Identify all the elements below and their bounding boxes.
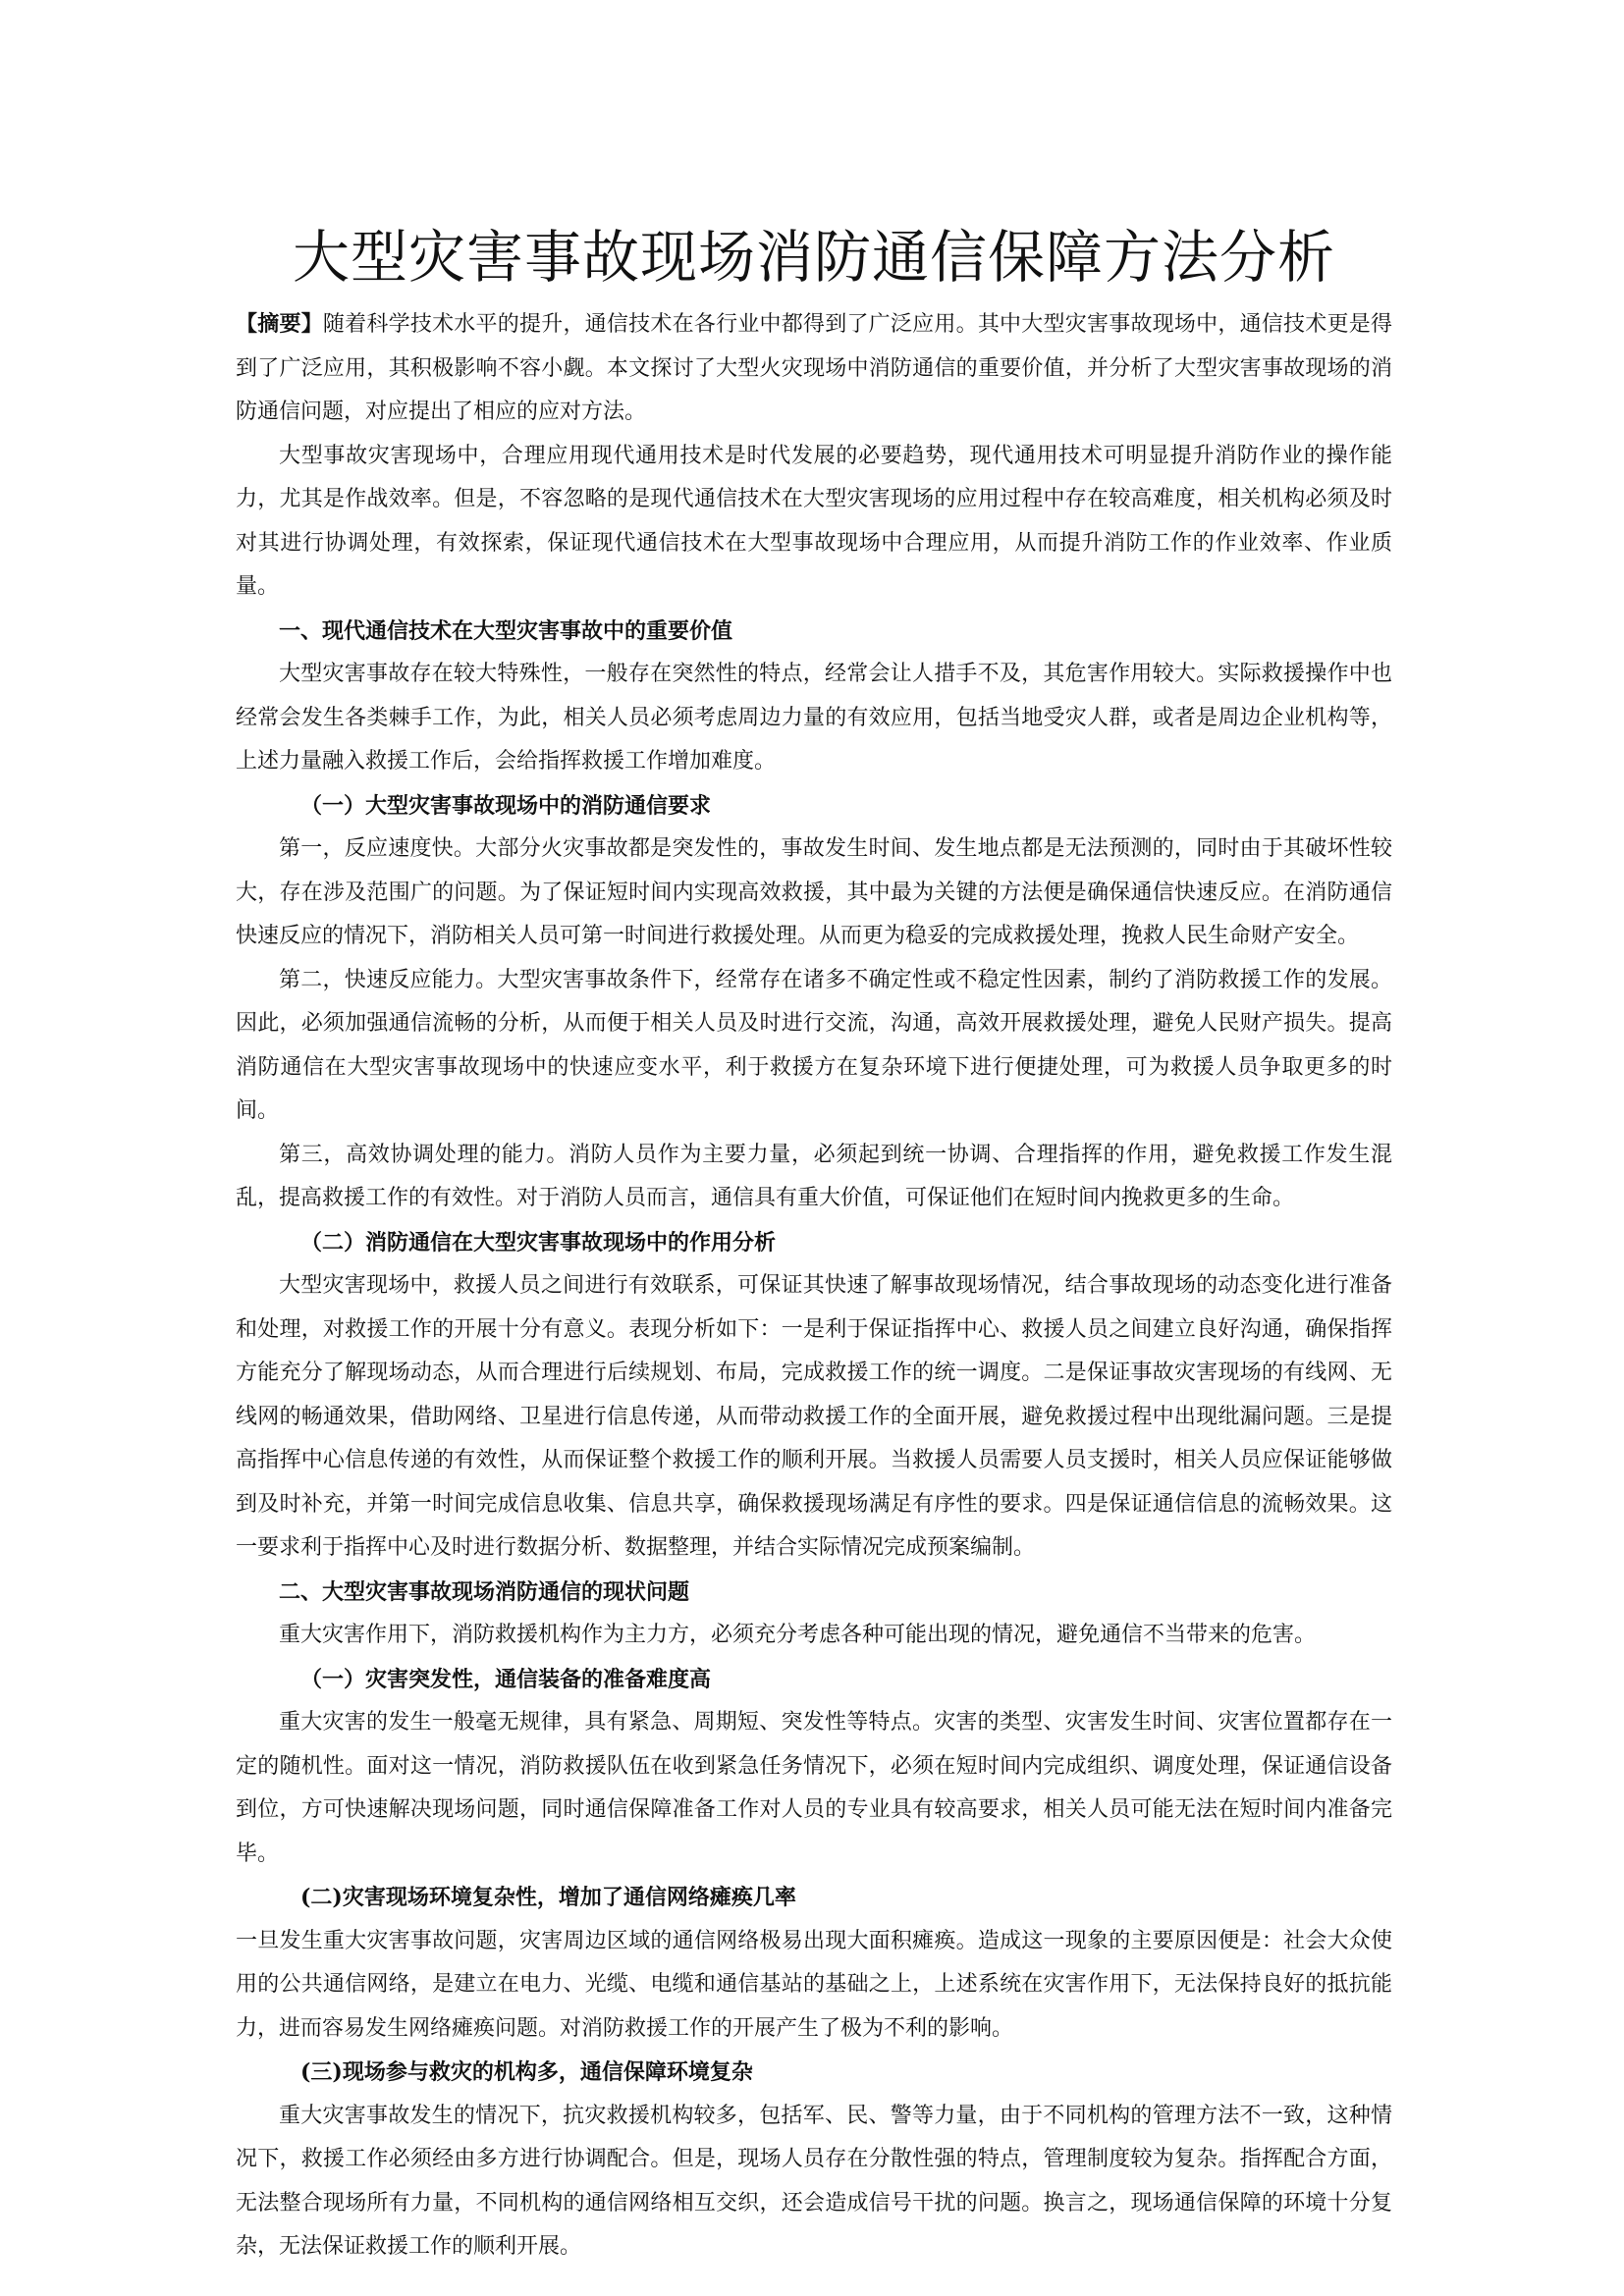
section-heading: 二、大型灾害事故现场消防通信的现状问题 [279, 1578, 690, 1605]
section-paragraph: 重大灾害作用下，消防救援机构作为主力方，必须充分考虑各种可能出现的情况，避免通信不当带来的危害。 [279, 1623, 1317, 1647]
body-paragraph: 一旦发生重大灾害事故问题，灾害周边区域的通信网络极易出现大面积瘫痪。造成这一现象的主要原因便是：社会大众使用的公共通信网络，是建立在电力、光缆、电缆和通信基站的基础之上，上述系统在灾害作用下，无法保持良好的抵抗能力，进而容易发生网络瘫痪问题。对消防救援工作的开展产生了极为不利的影响。 [236, 1928, 1392, 2041]
body-paragraph: 重大灾害的发生一般毫无规律，具有紧急、周期短、突发性等特点。灾害的类型、灾害发生时间、灾害位置都存在一定的随机性。面对这一情况，消防救援队伍在收到紧急任务情况下，必须在短时间内完成组织、调度处理，保证通信设备到位，方可快速解决现场问题，同时通信保障准备工作对人员的专业具有较高要求，相关人员可能无法在短时间内准备完毕。 [236, 1710, 1392, 1866]
intro-paragraph: 大型事故灾害现场中，合理应用现代通用技术是时代发展的必要趋势，现代通用技术可明显提升消防作业的操作能力，尤其是作战效率。但是，不容忽略的是现代通信技术在大型灾害现场的应用过程中存在较高难度，相关机构必须及时对其进行协调处理，有效探索，保证现代通信技术在大型事故现场中合理应用，从而提升消防工作的作业效率、作业质量。 [236, 443, 1392, 599]
abstract-label: 【摘要】 [236, 311, 323, 337]
subsection-heading: (三)现场参与救灾的机构多，通信保障环境复杂 [300, 2059, 753, 2085]
body-paragraph: 第二，快速反应能力。大型灾害事故条件下，经常存在诸多不确定性或不稳定性因素，制约了消防救援工作的发展。因此，必须加强通信流畅的分析，从而便于相关人员及时进行交流，沟通，高效开展救援处理，避免人民财产损失。提高消防通信在大型灾害事故现场中的快速应变水平，利于救援方在复杂环境下进行便捷处理，可为救援人员争取更多的时间。 [236, 967, 1392, 1123]
body-paragraph: 重大灾害事故发生的情况下，抗灾救援机构较多，包括军、民、警等力量，由于不同机构的管理方法不一致，这种情况下，救援工作必须经由多方进行协调配合。但是，现场人员存在分散性强的特点，管理制度较为复杂。指挥配合方面，无法整合现场所有力量，不同机构的通信网络相互交织，还会造成信号干扰的问题。换言之，现场通信保障的环境十分复杂，无法保证救援工作的顺利开展。 [236, 2103, 1392, 2259]
section-paragraph: 大型灾害事故存在较大特殊性，一般存在突然性的特点，经常会让人措手不及，其危害作用较大。实际救援操作中也经常会发生各类棘手工作，为此，相关人员必须考虑周边力量的有效应用，包括当地受灾人群，或者是周边企业机构等，上述力量融入救援工作后，会给指挥救援工作增加难度。 [236, 662, 1392, 774]
body-paragraph: 第三，高效协调处理的能力。消防人员作为主要力量，必须起到统一协调、合理指挥的作用，避免救援工作发生混乱，提高救援工作的有效性。对于消防人员而言，通信具有重大价值，可保证他们在短时间内挽救更多的生命。 [236, 1142, 1392, 1210]
subsection-heading: （二）消防通信在大型灾害事故现场中的作用分析 [300, 1229, 777, 1255]
document-page [236, 218, 1392, 2269]
subsection-heading: （一）大型灾害事故现场中的消防通信要求 [300, 792, 712, 819]
section-heading: 一、现代通信技术在大型灾害事故中的重要价值 [279, 617, 733, 644]
body-paragraph: 大型灾害现场中，救援人员之间进行有效联系，可保证其快速了解事故现场情况，结合事故现场的动态变化进行准备和处理，对救援工作的开展十分有意义。表现分析如下：一是利于保证指挥中心、救援人员之间建立良好沟通，确保指挥方能充分了解现场动态，从而合理进行后续规划、布局，完成救援工作的统一调度。二是保证事故灾害现场的有线网、无线网的畅通效果，借助网络、卫星进行信息传递，从而带动救援工作的全面开展，避免救援过程中出现纰漏问题。三是提高指挥中心信息传递的有效性，从而保证整个救援工作的顺利开展。当救援人员需要人员支援时，相关人员应保证能够做到及时补充，并第一时间完成信息收集、信息共享，确保救援现场满足有序性的要求。四是保证通信信息的流畅效果。这一要求利于指挥中心及时进行数据分析、数据整理，并结合实际情况完成预案编制。 [236, 1273, 1392, 1560]
subsection-heading: (二)灾害现场环境复杂性，增加了通信网络瘫痪几率 [300, 1885, 796, 1910]
abstract-paragraph [236, 302, 1392, 435]
subsection-heading: （一）灾害突发性，通信装备的准备难度高 [300, 1666, 712, 1692]
abstract-text: 随着科学技术水平的提升，通信技术在各行业中都得到了广泛应用。其中大型灾害事故现场中，通信技术更是得到了广泛应用，其积极影响不容小觑。本文探讨了大型火灾现场中消防通信的重要价值，并分析了大型灾害事故现场的消防通信问题，对应提出了相应的应对方法。 [236, 312, 1392, 424]
document-title: 大型灾害事故现场消防通信保障方法分析 [292, 224, 1335, 291]
body-paragraph: 第一，反应速度快。大部分火灾事故都是突发性的，事故发生时间、发生地点都是无法预测的，同时由于其破坏性较大，存在涉及范围广的问题。为了保证短时间内实现高效救援，其中最为关键的方法便是确保通信快速反应。在消防通信快速反应的情况下，消防相关人员可第一时间进行救援处理。从而更为稳妥的完成救援处理，挽救人民生命财产安全。 [236, 836, 1392, 948]
